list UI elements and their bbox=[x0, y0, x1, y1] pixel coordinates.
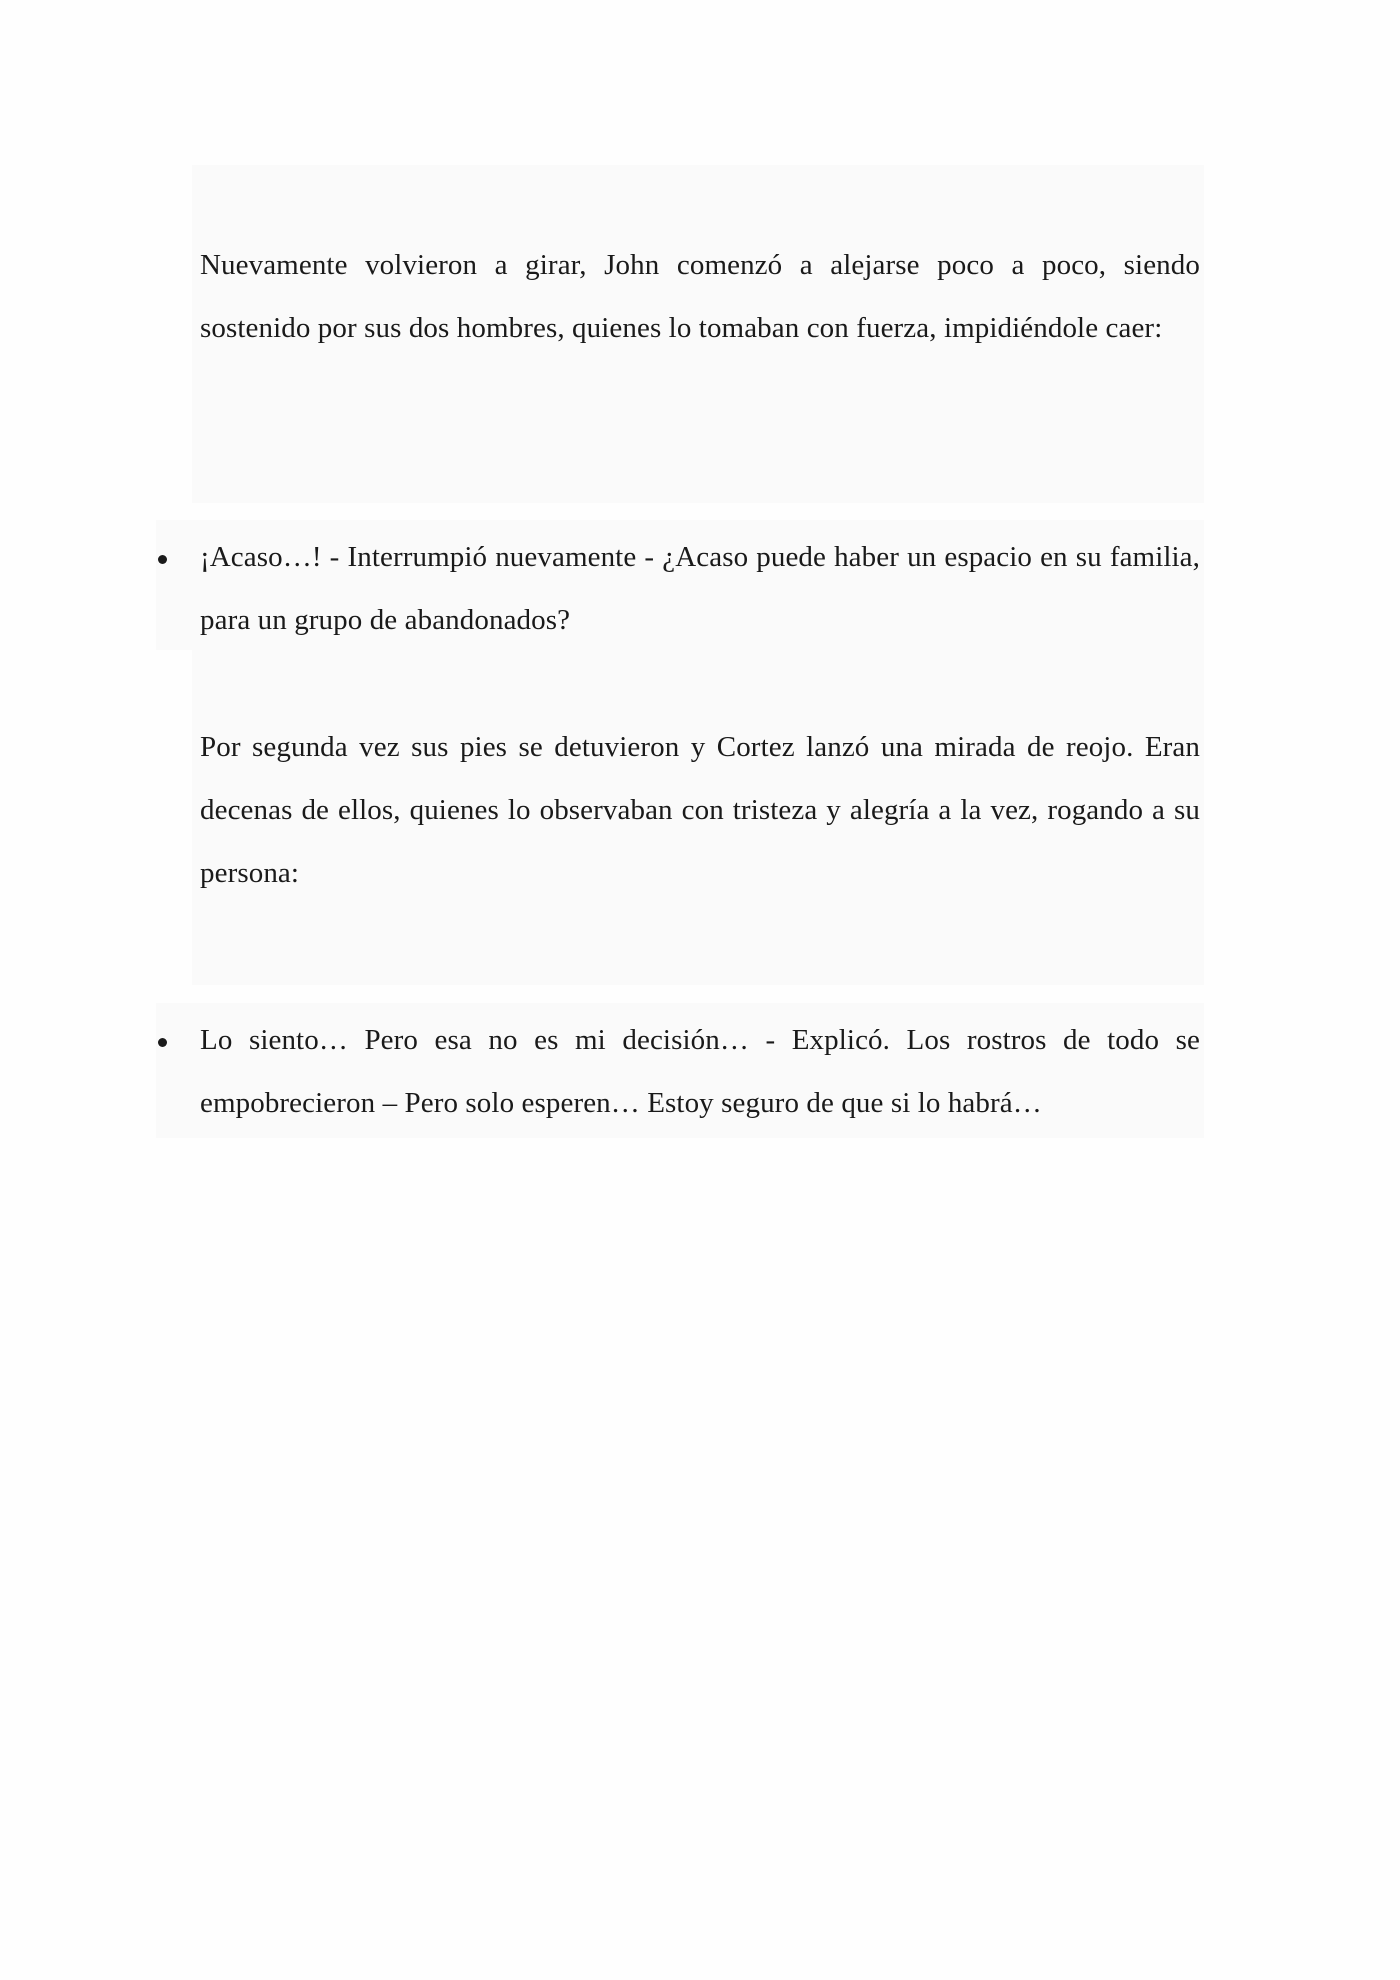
bullet-icon bbox=[158, 1038, 167, 1047]
paragraph-narration-2: Por segunda vez sus pies se detuvieron y Cortez lanzó una mirada de reojo. Eran decenas de ellos, quienes lo observaban con tristeza y alegría a la vez, rogando a su persona: bbox=[200, 731, 1200, 889]
paragraph-dialogue-1: ¡Acaso…! - Interrumpió nuevamente - ¿Acaso puede haber un espacio en su familia, para un grupo de abandonados? bbox=[200, 541, 1200, 636]
paragraph-dialogue-2: Lo siento… Pero esa no es mi decisión… - Explicó. Los rostros de todo se empobrecieron – Pero solo esperen… Estoy seguro de que si lo habrá… bbox=[200, 1024, 1200, 1119]
bullet-icon bbox=[158, 555, 167, 564]
paragraph-narration-1: Nuevamente volvieron a girar, John comenzó a alejarse poco a poco, siendo sostenido por sus dos hombres, quienes lo tomaban con fuerza, impidiéndole caer: bbox=[200, 249, 1200, 344]
